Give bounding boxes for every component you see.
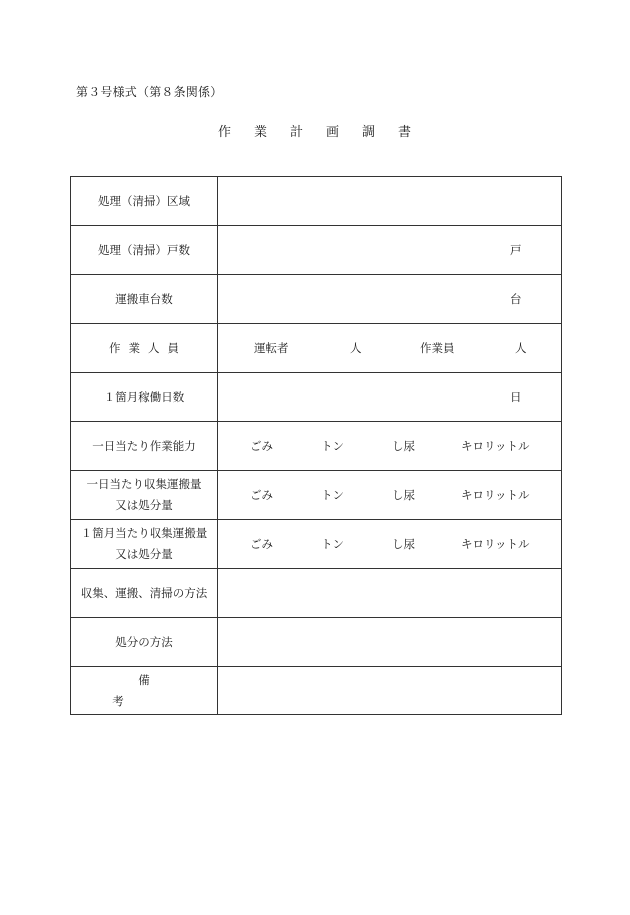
daily-collection-label: 一日当たり収集運搬量 又は処分量 [71, 471, 218, 520]
households-label: 処理（清掃）戸数 [71, 226, 218, 275]
monthly-collection-night-soil-unit: キロリットル [461, 537, 530, 551]
monthly-collection-night-soil-label: し尿 [392, 537, 415, 551]
daily-capacity-waste-unit: トン [321, 439, 344, 453]
daily-collection-value-cell[interactable] [218, 471, 562, 520]
methods-label: 収集、運搬、清掃の方法 [71, 569, 218, 618]
driver-label: 運転者 [254, 341, 289, 355]
disposal-label: 処分の方法 [71, 618, 218, 667]
row-staff [71, 324, 562, 373]
daily-capacity-label: 一日当たり作業能力 [71, 422, 218, 471]
worker-label: 作業員 [420, 341, 455, 355]
households-unit: 戸 [510, 243, 522, 257]
daily-capacity-night-soil-unit: キロリットル [461, 439, 530, 453]
worker-unit: 人 [515, 341, 527, 355]
monthly-collection-label: １箇月当たり収集運搬量 又は処分量 [71, 520, 218, 569]
monthly-collection-value-cell[interactable] [218, 520, 562, 569]
daily-collection-waste-label: ごみ [250, 488, 273, 502]
daily-capacity-night-soil-label: し尿 [392, 439, 415, 453]
area-label: 処理（清掃）区域 [71, 177, 218, 226]
monthly-days-label: １箇月稼働日数 [71, 373, 218, 422]
staff-value-cell[interactable] [218, 324, 562, 373]
row-disposal [71, 618, 562, 667]
vehicles-value-cell[interactable] [218, 275, 562, 324]
work-plan-table [70, 176, 562, 715]
row-monthly-days [71, 373, 562, 422]
monthly-collection-waste-unit: トン [321, 537, 344, 551]
households-value-cell[interactable] [218, 226, 562, 275]
form-number: 第３号様式（第８条関係） [76, 85, 223, 99]
staff-label: 作業人員 [71, 324, 218, 373]
driver-unit: 人 [350, 341, 362, 355]
area-value-cell[interactable] [218, 177, 562, 226]
row-daily-capacity [71, 422, 562, 471]
daily-collection-waste-unit: トン [321, 488, 344, 502]
remarks-label: 備考 [71, 667, 218, 715]
monthly-days-unit: 日 [510, 390, 522, 404]
daily-collection-night-soil-label: し尿 [392, 488, 415, 502]
monthly-collection-waste-label: ごみ [250, 537, 273, 551]
row-methods [71, 569, 562, 618]
remarks-value-cell[interactable] [218, 667, 562, 715]
document-title: 作業計画調書 [218, 125, 435, 140]
disposal-value-cell[interactable] [218, 618, 562, 667]
row-vehicles [71, 275, 562, 324]
vehicles-label: 運搬車台数 [71, 275, 218, 324]
row-households [71, 226, 562, 275]
daily-collection-night-soil-unit: キロリットル [461, 488, 530, 502]
vehicles-unit: 台 [510, 292, 522, 306]
daily-capacity-waste-label: ごみ [250, 439, 273, 453]
row-area [71, 177, 562, 226]
daily-capacity-value-cell[interactable] [218, 422, 562, 471]
methods-value-cell[interactable] [218, 569, 562, 618]
row-monthly-collection [71, 520, 562, 569]
row-daily-collection [71, 471, 562, 520]
row-remarks [71, 667, 562, 715]
monthly-days-value-cell[interactable] [218, 373, 562, 422]
